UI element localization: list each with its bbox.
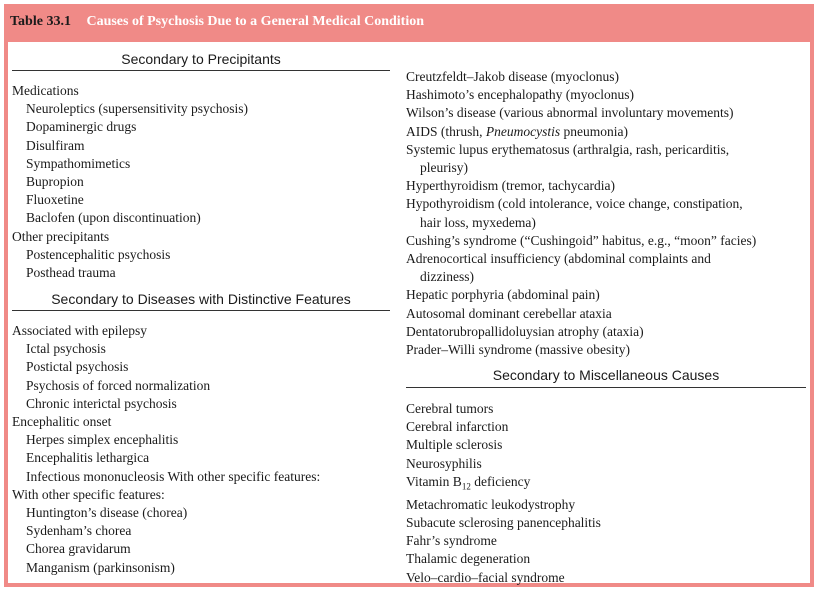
list-item-text: Posthead trauma [26, 265, 116, 281]
list-item-text: dizziness) [420, 269, 474, 285]
list-item [12, 173, 390, 191]
list-item-text: Adrenocortical insufficiency (abdominal complaints and [406, 251, 711, 267]
list-item-text: Herpes simplex encephalitis [26, 432, 179, 448]
table-body [8, 42, 810, 583]
list-item-text: Thalamic degeneration [406, 551, 531, 567]
list-item-text: Cerebral infarction [406, 419, 509, 435]
list-item-text: Infectious mononucleosis With other specific features: [26, 468, 321, 484]
distinctive-continued-list [406, 68, 806, 359]
list-item [406, 177, 806, 195]
list-item [12, 228, 390, 246]
list-item-text: Encephalitis lethargica [26, 450, 150, 466]
list-item [12, 155, 390, 173]
list-item [406, 400, 806, 418]
list-item-text: Fahr’s syndrome [406, 533, 497, 549]
list-item-text: Chronic interictal psychosis [26, 395, 177, 411]
misc-heading: Secondary to Miscellaneous Causes [406, 364, 806, 388]
list-item-text: Sydenham’s chorea [26, 523, 132, 539]
list-item-text: Encephalitic onset [12, 414, 112, 430]
table-frame [4, 4, 814, 587]
list-item [406, 341, 806, 359]
list-item [406, 123, 806, 141]
list-item-text: Hyperthyroidism (tremor, tachycardia) [406, 178, 616, 194]
list-item-text: hair loss, myxedema) [420, 214, 536, 230]
list-item-text: Postencephalitic psychosis [26, 246, 171, 262]
list-item-text: Systemic lupus erythematosus (arthralgia, rash, pericarditis, [406, 141, 730, 157]
list-item-subscript: 12 [461, 481, 471, 492]
list-item-text: Postictal psychosis [26, 359, 129, 375]
list-item-text-after: deficiency [470, 473, 531, 489]
list-item [406, 323, 806, 341]
table-title-bar [10, 14, 424, 36]
list-item [12, 559, 390, 577]
list-item [12, 340, 390, 358]
list-item-text: Manganism (parkinsonism) [26, 559, 175, 575]
list-item-text: Huntington’s disease (chorea) [26, 505, 188, 521]
list-item [406, 86, 806, 104]
list-item-text: Medications [12, 83, 79, 98]
list-item [12, 468, 390, 486]
list-item [12, 486, 390, 504]
list-item [406, 159, 806, 177]
list-item [406, 195, 806, 213]
list-item [12, 82, 390, 100]
list-item-text: Cerebral tumors [406, 401, 494, 416]
list-item [12, 540, 390, 558]
list-item-text: Disulfiram [26, 137, 85, 153]
list-item [406, 473, 806, 496]
distinctive-list [12, 322, 390, 577]
list-item-text: Hashimoto’s encephalopathy (myoclonus) [406, 87, 634, 103]
list-item-text: Chorea gravidarum [26, 541, 131, 557]
list-item-text: Vitamin B [406, 473, 462, 489]
list-item [406, 455, 806, 473]
list-item [406, 141, 806, 159]
list-item-text: AIDS (thrush, [406, 123, 486, 139]
list-item [406, 514, 806, 532]
list-item-italic: Pneumocystis [485, 123, 561, 139]
list-item [12, 522, 390, 540]
list-item-text: With other specific features: [12, 486, 165, 502]
list-item-text: Fluoxetine [26, 192, 84, 208]
list-item-text: Neuroleptics (supersensitivity psychosis) [26, 101, 248, 117]
distinctive-heading: Secondary to Diseases with Distinctive Features [12, 288, 390, 311]
list-item-text: Multiple sclerosis [406, 437, 503, 453]
list-item-text: Ictal psychosis [26, 341, 106, 357]
precipitants-list [12, 82, 390, 282]
list-item [406, 250, 806, 268]
list-item [12, 358, 390, 376]
list-item [12, 449, 390, 467]
list-item [406, 436, 806, 454]
list-item [12, 100, 390, 118]
list-item [406, 68, 806, 86]
list-item [406, 496, 806, 514]
list-item-text: Dentatorubropallidoluysian atrophy (ataxia) [406, 323, 644, 339]
list-item-text-after: pneumonia) [560, 123, 628, 139]
list-item-text: Other precipitants [12, 228, 110, 244]
list-item [12, 246, 390, 264]
table-title: Causes of Psychosis Due to a General Medical Condition [86, 14, 425, 29]
list-item [12, 118, 390, 136]
list-item [12, 504, 390, 522]
list-item [406, 418, 806, 436]
list-item [406, 268, 806, 286]
list-item [406, 550, 806, 568]
list-item [12, 191, 390, 209]
list-item-text: Baclofen (upon discontinuation) [26, 210, 201, 226]
list-item [12, 377, 390, 395]
list-item-text: Psychosis of forced normalization [26, 377, 211, 393]
list-item-text: Metachromatic leukodystrophy [406, 496, 576, 512]
precipitants-heading: Secondary to Precipitants [12, 48, 390, 71]
list-item [12, 137, 390, 155]
list-item [12, 264, 390, 282]
misc-list [406, 400, 806, 587]
list-item [406, 104, 806, 122]
list-item-text: Velo–cardio–facial syndrome [406, 569, 565, 585]
list-item-text: Bupropion [26, 174, 84, 190]
list-item [406, 214, 806, 232]
list-item-text: Cushing’s syndrome (“Cushingoid” habitus, e.g., “moon” facies) [406, 232, 757, 248]
list-item [406, 305, 806, 323]
list-item [406, 286, 806, 304]
list-item-text: Dopaminergic drugs [26, 119, 137, 135]
list-item-text: Hypothyroidism (cold intolerance, voice change, constipation, [406, 196, 743, 212]
list-item-text: Neurosyphilis [406, 455, 482, 471]
list-item [12, 395, 390, 413]
list-item-text: pleurisy) [420, 160, 468, 176]
list-item-text: Subacute sclerosing panencephalitis [406, 514, 601, 530]
list-item-text: Sympathomimetics [26, 155, 131, 171]
list-item-text: Prader–Willi syndrome (massive obesity) [406, 342, 631, 358]
list-item [406, 232, 806, 250]
list-item-text: Hepatic porphyria (abdominal pain) [406, 287, 600, 303]
list-item-text: Creutzfeldt–Jakob disease (myoclonus) [406, 69, 619, 84]
list-item [406, 569, 806, 587]
list-item-text: Autosomal dominant cerebellar ataxia [406, 305, 612, 321]
list-item-text: Wilson’s disease (various abnormal involuntary movements) [406, 105, 734, 121]
table-number: Table 33.1 [10, 14, 71, 29]
list-item [12, 431, 390, 449]
list-item [12, 413, 390, 431]
list-item [12, 322, 390, 340]
list-item-text: Associated with epilepsy [12, 323, 147, 338]
list-item [406, 532, 806, 550]
list-item [12, 209, 390, 227]
